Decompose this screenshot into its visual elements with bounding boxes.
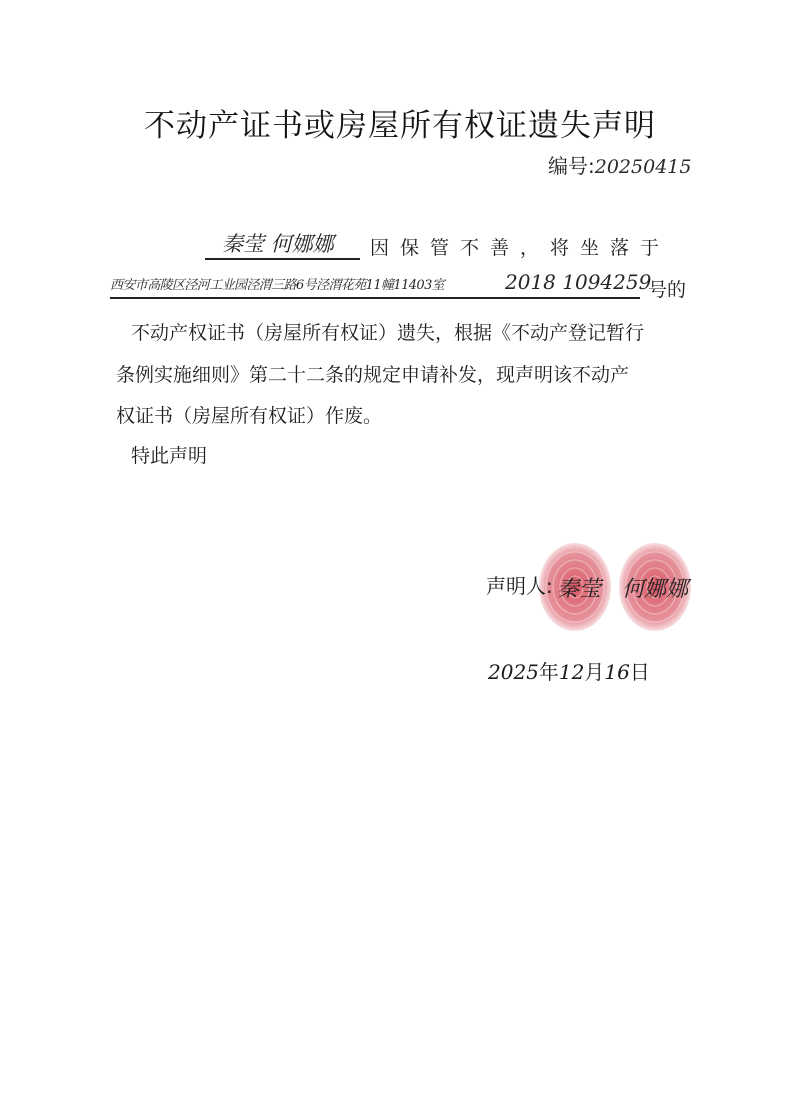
declarant-label: 声明人: [486,574,553,598]
date-month-char: 月 [584,660,605,684]
signature-1: 秦莹 [557,577,602,602]
date-day: 16 [604,660,630,684]
document-number [548,150,691,179]
date-day-char: 日 [629,660,650,684]
date-month: 12 [558,660,585,684]
owners-handwritten: 秦莹 何娜娜 [222,232,334,256]
address-underline [110,297,640,299]
date-year-char: 年 [538,660,559,684]
statement-line-1: 因保管不善，将坐落于 [370,237,671,259]
address-handwritten: 西安市高陵区泾河工业园泾渭三路6号泾渭花苑11幢11403室 [110,278,445,293]
statement-line-2-end: 号的 [648,279,687,301]
signature-2: 何娜娜 [622,577,689,602]
statement-line-3: 不动产权证书（房屋所有权证）遗失，根据《不动产登记暂行 [131,322,645,344]
closing-text: 特此声明 [131,445,208,467]
declaration-date [488,656,650,685]
statement-line-4: 条例实施细则》第二十二条的规定申请补发，现声明该不动产 [116,364,630,386]
number-label: 编号: [548,154,595,178]
statement-line-5: 权证书（房屋所有权证）作废。 [116,405,383,427]
date-year: 2025 [488,660,539,684]
certificate-number-handwritten: 2018 1094259 [505,270,652,294]
owners-underline [205,258,360,260]
document-title: 不动产证书或房屋所有权证遗失声明 [144,108,656,144]
number-value: 20250415 [594,156,692,178]
